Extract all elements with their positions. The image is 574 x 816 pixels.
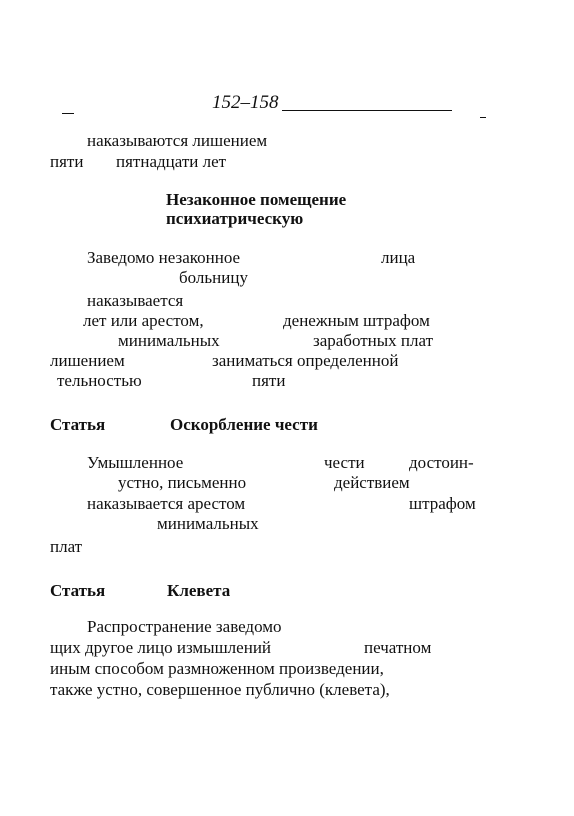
article-label: Статья bbox=[50, 581, 106, 600]
text-line: чести bbox=[324, 453, 365, 472]
text-line: тельностью bbox=[57, 371, 142, 390]
text-line: достоин- bbox=[409, 453, 474, 472]
article-title: Оскорбление чести bbox=[170, 415, 318, 434]
header-rule-mark bbox=[480, 117, 486, 118]
text-line: больницу bbox=[179, 268, 248, 287]
text-line: Умышленное bbox=[87, 453, 184, 472]
header-rule-right bbox=[282, 110, 452, 111]
text-line: заработных плат bbox=[313, 331, 434, 350]
text-line: плат bbox=[50, 537, 83, 556]
text-line: щих другое лицо измышлений bbox=[50, 638, 272, 657]
text-line: печатном bbox=[364, 638, 432, 657]
text-line: иным способом размноженном произведении, bbox=[50, 659, 384, 678]
text-line: лица bbox=[381, 248, 416, 267]
text-line: штрафом bbox=[409, 494, 476, 513]
text-line: пятнадцати лет bbox=[116, 152, 227, 171]
text-line: лишением bbox=[50, 351, 125, 370]
text-line: также устно, совершенное публично (клевета), bbox=[50, 680, 390, 699]
text-line: минимальных bbox=[118, 331, 220, 350]
text-line: лет или арестом, bbox=[83, 311, 204, 330]
text-line: Заведомо незаконное bbox=[87, 248, 241, 267]
text-line: действием bbox=[334, 473, 410, 492]
page-range-header: 152–158 bbox=[212, 92, 279, 113]
text-line: пяти bbox=[50, 152, 84, 171]
section-heading: Незаконное помещение bbox=[166, 190, 347, 209]
text-line: заниматься определенной bbox=[212, 351, 399, 370]
text-line: наказываются лишением bbox=[87, 131, 268, 150]
text-line: денежным штрафом bbox=[283, 311, 430, 330]
section-heading: психиатрическую bbox=[166, 209, 304, 228]
text-line: устно, письменно bbox=[118, 473, 247, 492]
text-line: минимальных bbox=[157, 514, 259, 533]
article-label: Статья bbox=[50, 415, 106, 434]
article-title: Клевета bbox=[167, 581, 231, 600]
text-line: Распространение заведомо bbox=[87, 617, 282, 636]
text-line: наказывается арестом bbox=[87, 494, 246, 513]
header-rule-left bbox=[62, 113, 74, 114]
text-line: наказывается bbox=[87, 291, 184, 310]
text-line: пяти bbox=[252, 371, 286, 390]
